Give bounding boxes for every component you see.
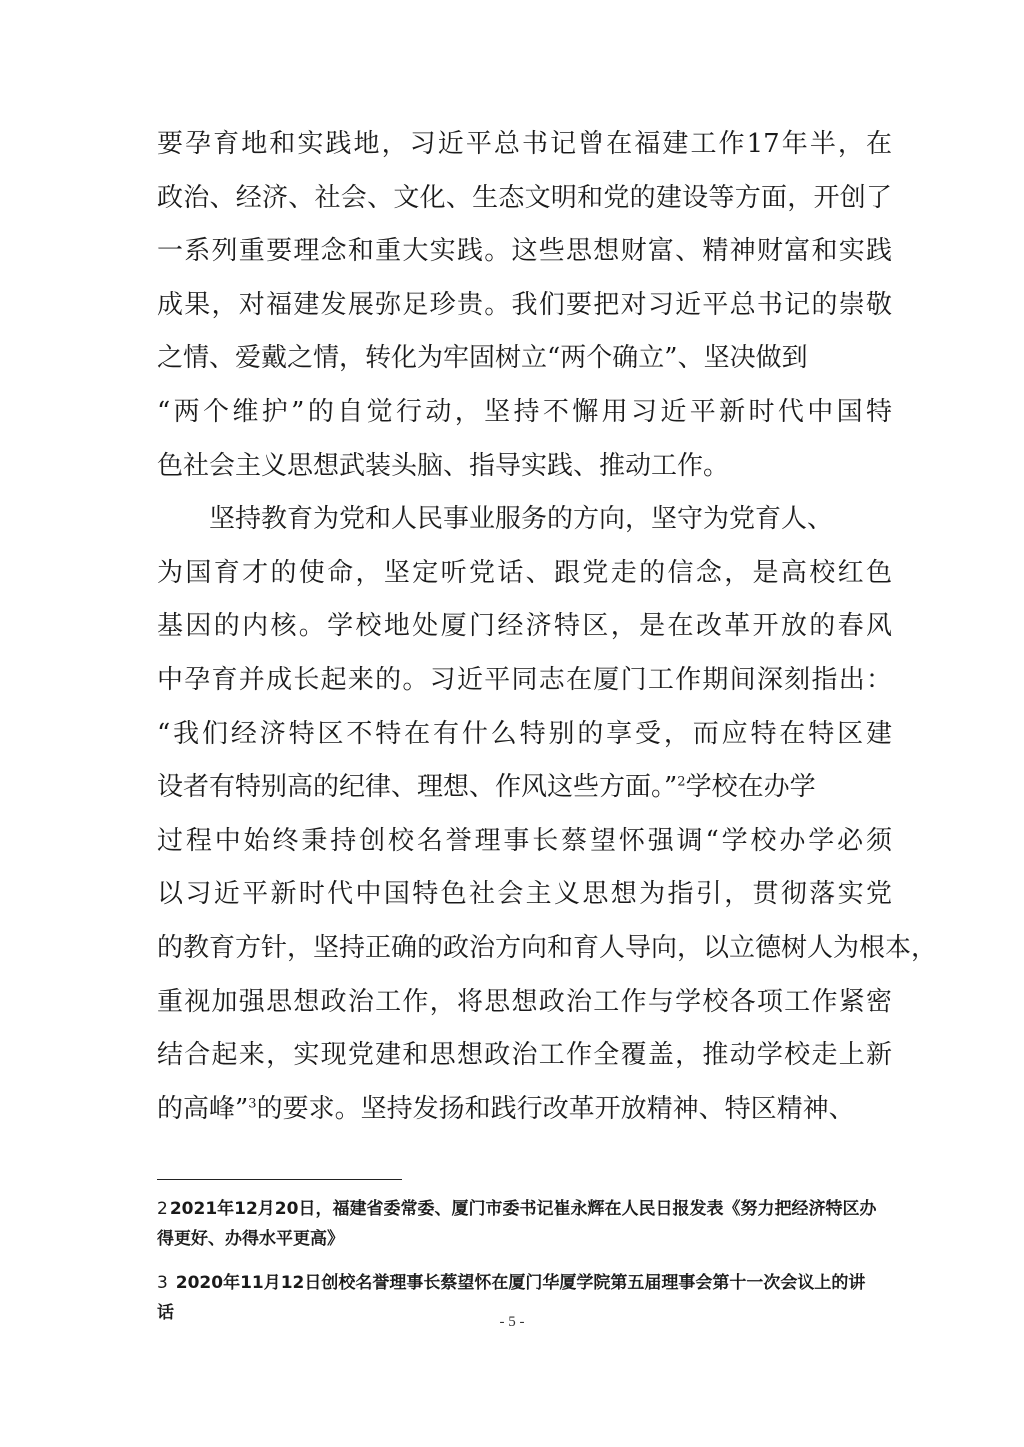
text-line: “两个维护”的自觉行动，坚持不懈用习近平新时代中国特	[157, 396, 892, 427]
text-segment: 的要求。坚持发扬和践行改革开放精神、特区精神、	[256, 1093, 855, 1124]
text-line: 之情、爱戴之情，转化为牢固树立“两个确立”、坚决做到	[157, 343, 808, 374]
footnote-text: 2021年12月20日，福建省委常委、厦门市委书记崔永辉在人民日报发表《努力把经济特区办得更好、办得水平更高》	[157, 1199, 877, 1249]
text-line: 为国育才的使命，坚定听党话、跟党走的信念，是高校红色	[157, 557, 892, 588]
text-segment: 设者有特别高的纪律、理想、作风这些方面。”	[157, 772, 678, 803]
body-text	[157, 118, 938, 1136]
text-line: 中孕育并成长起来的。习近平同志在厦门工作期间深刻指出：	[157, 664, 892, 695]
text-line: 成果，对福建发展弥足珍贵。我们要把对习近平总书记的崇敬	[157, 289, 892, 320]
text-line: 要孕育地和实践地，习近平总书记曾在福建工作17年半，在	[157, 129, 892, 159]
page-number: - 5 -	[499, 1314, 525, 1330]
footnote-separator	[157, 1179, 402, 1180]
text-line: 一系列重要理念和重大实践。这些思想财富、精神财富和实践	[157, 236, 892, 267]
text-line: “我们经济特区不特在有什么特别的享受，而应特在特区建	[157, 718, 892, 749]
text-line: 色社会主义思想武装头脑、指导实践、推动工作。	[157, 450, 730, 481]
text-line: 以习近平新时代中国特色社会主义思想为指引，贯彻落实党	[157, 879, 892, 910]
text-segment: 学校在办学	[685, 772, 816, 803]
footnote-number: 3	[157, 1273, 168, 1293]
text-line: 的教育方针，坚持正确的政治方向和育人导向，以立德树人为根本，	[157, 932, 938, 963]
footnote	[157, 1194, 877, 1254]
text-line: 政治、经济、社会、文化、生态文明和党的建设等方面，开创了	[157, 182, 892, 213]
text-line-with-footnote	[157, 1083, 892, 1137]
footnote-number: 2	[157, 1199, 168, 1219]
text-line: 坚持教育为党和人民事业服务的方向，坚守为党育人、	[209, 504, 834, 535]
footnote-text: 2020年11月12日创校名誉理事长蔡望怀在厦门华厦学院第五届理事会第十一次会议上的讲话	[157, 1273, 866, 1323]
text-line: 基因的内核。学校地处厦门经济特区，是在改革开放的春风	[157, 611, 892, 642]
footnote-ref[interactable]: 2	[677, 774, 686, 790]
text-segment: 的高峰”	[157, 1093, 249, 1124]
footnote-ref[interactable]: 3	[248, 1096, 257, 1112]
text-line: 结合起来，实现党建和思想政治工作全覆盖，推动学校走上新	[157, 1040, 892, 1071]
text-line-with-footnote	[157, 761, 892, 815]
text-line: 重视加强思想政治工作，将思想政治工作与学校各项工作紧密	[157, 986, 892, 1017]
text-line: 过程中始终秉持创校名誉理事长蔡望怀强调“学校办学必须	[157, 825, 892, 856]
